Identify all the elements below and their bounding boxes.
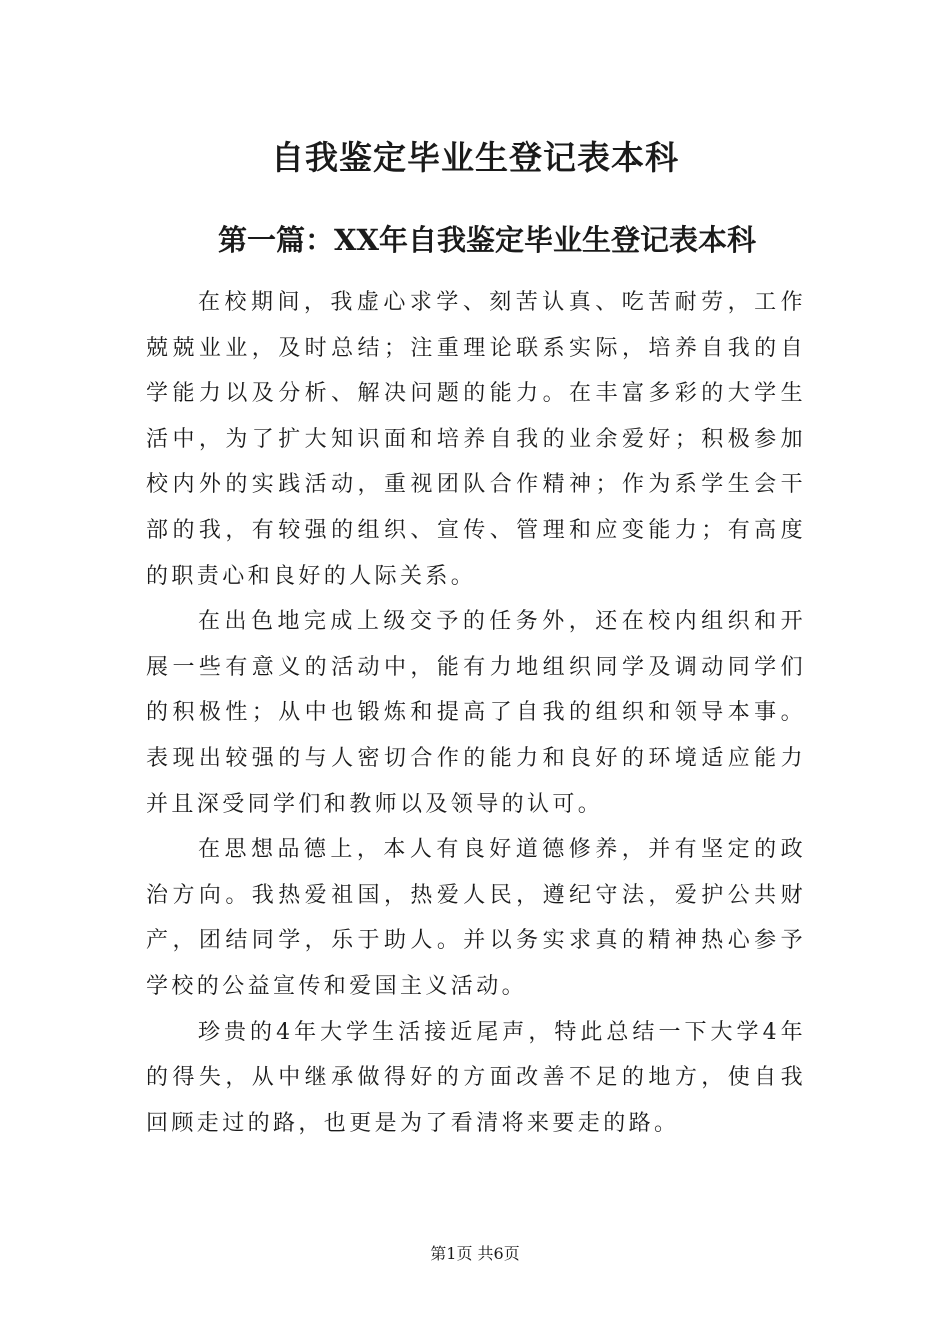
document-title: 自我鉴定毕业生登记表本科 bbox=[271, 138, 679, 177]
document-body bbox=[146, 280, 806, 1146]
paragraph: 珍贵的4年大学生活接近尾声，特此总结一下大学4年的得失，从中继承做得好的方面改善不足的地方，使自我回顾走过的路，也更是为了看清将来要走的路。 bbox=[146, 1019, 806, 1136]
page-footer: 第1页 共6页 bbox=[430, 1244, 520, 1263]
paragraph: 在思想品德上，本人有良好道德修养，并有坚定的政治方向。我热爱祖国，热爱人民，遵纪守法，爱护公共财产，团结同学，乐于助人。并以务实求真的精神热心参予学校的公益宣传和爱国主义活动。 bbox=[146, 837, 806, 999]
paragraph: 在校期间，我虚心求学、刻苦认真、吃苦耐劳，工作兢兢业业，及时总结；注重理论联系实际，培养自我的自学能力以及分析、解决问题的能力。在丰富多彩的大学生活中，为了扩大知识面和培养自我的业余爱好；积极参加校内外的实践活动，重视团队合作精神；作为系学生会干部的我，有较强的组织、宣传、管理和应变能力；有高度的职责心和良好的人际关系。 bbox=[146, 290, 806, 589]
paragraph: 在出色地完成上级交予的任务外，还在校内组织和开展一些有意义的活动中，能有力地组织同学及调动同学们的积极性；从中也锻炼和提高了自我的组织和领导本事。表现出较强的与人密切合作的能力和良好的环境适应能力并且深受同学们和教师以及领导的认可。 bbox=[146, 609, 806, 817]
section-title: 第一篇：XX年自我鉴定毕业生登记表本科 bbox=[218, 223, 757, 257]
